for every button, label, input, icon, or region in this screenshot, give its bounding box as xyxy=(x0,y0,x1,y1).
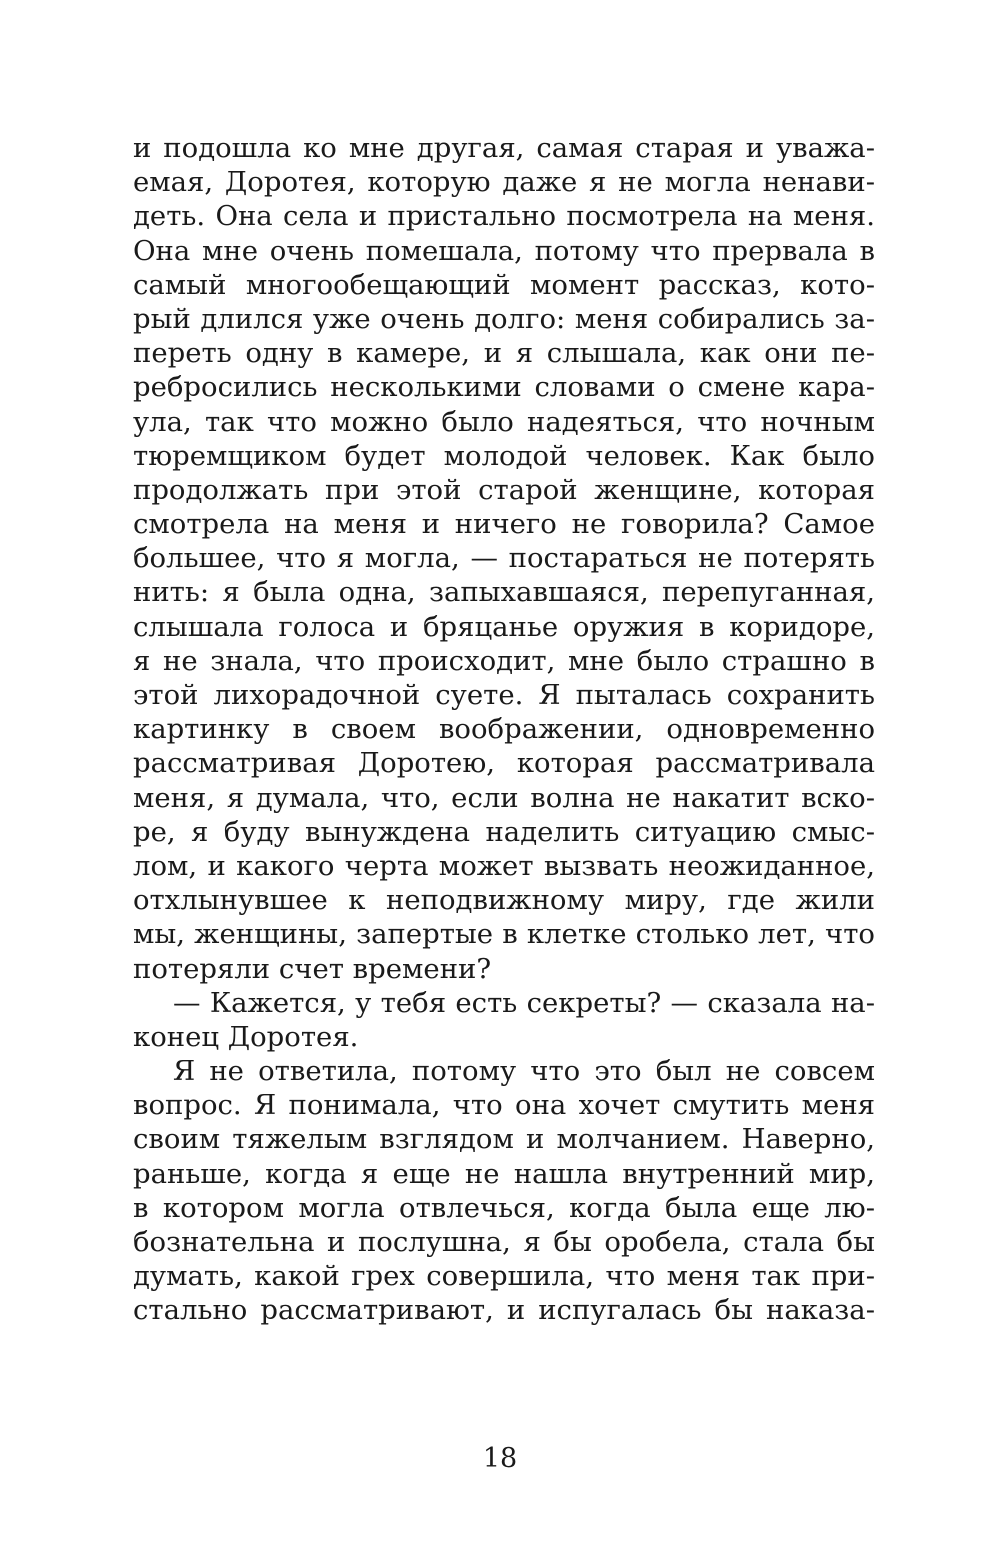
text-line: я не знала, что происходит, мне было страшно в xyxy=(133,644,875,677)
text-line: стально рассматривают, и испугалась бы наказа- xyxy=(133,1294,875,1327)
text-line: самый многообещающий момент рассказ, кото- xyxy=(133,268,875,301)
text-line: рассматривая Доротею, которая рассматривала xyxy=(133,747,875,780)
text-line: конец Доротея. xyxy=(133,1020,359,1053)
text-line: этой лихорадочной суете. Я пыталась сохранить xyxy=(133,679,875,711)
text-line: ребросились несколькими словами о смене кара- xyxy=(133,371,875,404)
text-line: деть. Она села и пристально посмотрела на меня. xyxy=(133,200,875,233)
text-line: Она мне очень помешала, потому что прервала в xyxy=(133,234,875,267)
text-line: ула, так что можно было надеяться, что ночным xyxy=(133,405,875,438)
page-number: 18 xyxy=(482,1443,518,1474)
text-line: потеряли счет времени? xyxy=(133,952,492,985)
text-line: смотрела на меня и ничего не говорила? Самое xyxy=(133,508,875,541)
text-line: отхлынувшее к неподвижному миру, где жили xyxy=(133,884,875,917)
text-line: рый длился уже очень долго: меня собирались за- xyxy=(133,302,875,335)
text-line: мы, женщины, запертые в клетке столько лет, что xyxy=(133,918,875,951)
text-line: ре, я буду вынуждена наделить ситуацию смыс- xyxy=(133,815,875,848)
text-line: тюремщиком будет молодой человек. Как было xyxy=(133,439,875,472)
text-line: меня, я думала, что, если волна не накатит вско- xyxy=(133,781,875,814)
text-line: переть одну в камере, и я слышала, как они пе- xyxy=(133,337,875,370)
text-line: вопрос. Я понимала, что она хочет смутить меня xyxy=(133,1089,875,1122)
text-line: и подошла ко мне другая, самая старая и уважа- xyxy=(133,132,875,164)
text-line: продолжать при этой старой женщине, которая xyxy=(133,473,875,506)
text-line: в котором могла отвлечься, когда была еще лю- xyxy=(133,1191,875,1224)
text-line: лом, и какого черта может вызвать неожиданное, xyxy=(133,849,875,882)
text-line: своим тяжелым взглядом и молчанием. Наверно, xyxy=(133,1123,875,1156)
text-line: слышала голоса и бряцанье оружия в коридоре, xyxy=(133,610,875,643)
text-line: Я не ответила, потому что это был не совсем xyxy=(173,1055,875,1088)
text-line: бознательна и послушна, я бы оробела, стала бы xyxy=(133,1226,875,1258)
text-line: думать, какой грех совершила, что меня так при- xyxy=(133,1260,875,1293)
text-line: раньше, когда я еще не нашла внутренний мир, xyxy=(133,1157,875,1190)
text-line: нить: я была одна, запыхавшаяся, перепуганная, xyxy=(133,576,875,609)
text-line: большее, что я могла, — постараться не потерять xyxy=(133,542,875,575)
text-line: емая, Доротея, которую даже я не могла ненави- xyxy=(133,166,875,199)
body-text xyxy=(133,131,875,1328)
text-line: — Кажется, у тебя есть секреты? — сказала на- xyxy=(173,986,875,1019)
text-line: картинку в своем воображении, одновременно xyxy=(133,713,875,746)
